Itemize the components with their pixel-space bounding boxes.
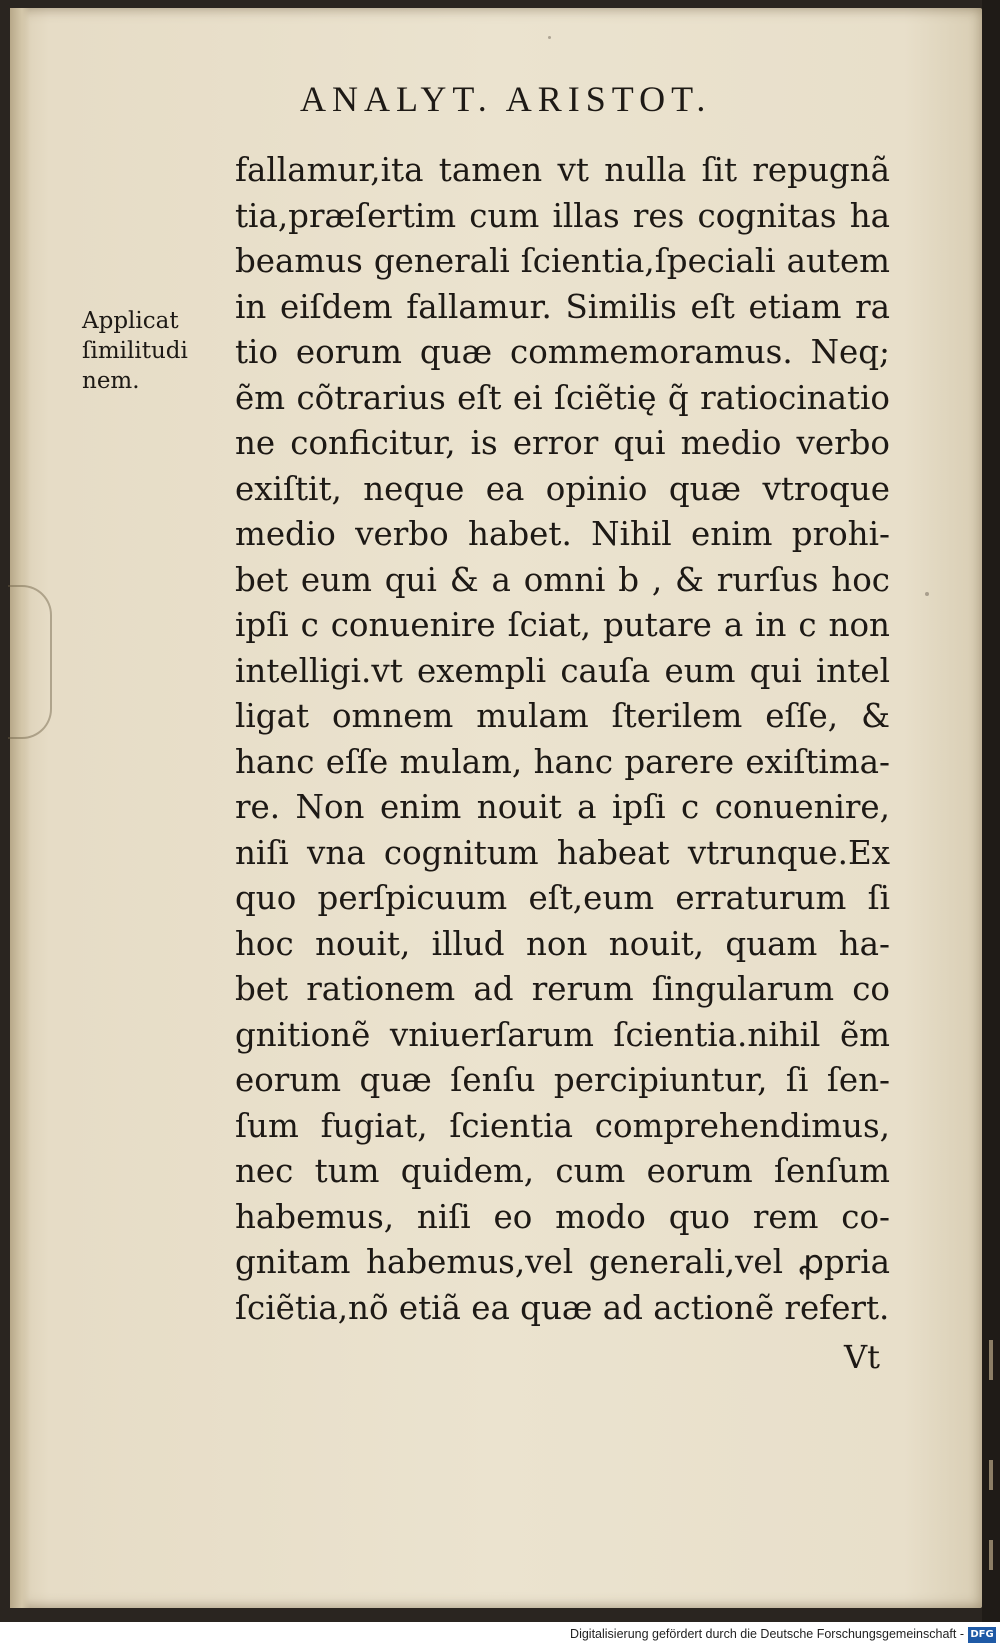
text-line: eorum quæ ſenſu percipiuntur, ſi ſen- bbox=[235, 1061, 890, 1099]
digitization-footer bbox=[0, 1622, 1000, 1650]
text-line: bet eum qui & a omni b , & rurſus hoc bbox=[235, 560, 890, 599]
adjacent-page-edge bbox=[982, 0, 1000, 1650]
paper-speck bbox=[925, 592, 929, 596]
text-line: ligat omnem mulam ſterilem eſſe, & bbox=[235, 697, 890, 735]
page-binding-edge bbox=[10, 8, 30, 1608]
text-line: quo perſpicuum eſt,eum erraturum ſi bbox=[235, 879, 890, 917]
footer-credit: Digitalisierung gefördert durch die Deutsche Forschungsgemeinschaft - bbox=[570, 1627, 964, 1641]
edge-mark bbox=[989, 1540, 993, 1570]
text-line: tia,præſertim cum illas res cognitas ha bbox=[235, 196, 890, 235]
body-text bbox=[235, 148, 890, 1331]
text-line: nec tum quidem, cum eorum ſenſum bbox=[235, 1152, 890, 1190]
paper-speck bbox=[548, 36, 551, 39]
text-line: in eiſdem fallamur. Similis eſt etiam ra bbox=[235, 287, 890, 326]
edge-mark bbox=[989, 1460, 993, 1490]
text-line: beamus generali ſcientia,ſpeciali autem bbox=[235, 242, 890, 280]
text-line: ne conficitur, is error qui medio verbo bbox=[235, 424, 890, 462]
running-head: ANALYT. ARISTOT. bbox=[300, 79, 712, 119]
dfg-logo-icon: DFG bbox=[968, 1627, 996, 1643]
text-line: habemus, niſi eo modo quo rem co- bbox=[235, 1197, 890, 1236]
text-line: hanc eſſe mulam, hanc parere exiſtima- bbox=[235, 742, 890, 781]
page-clip-mark bbox=[8, 585, 52, 739]
text-line: bet rationem ad rerum ſingularum co bbox=[235, 970, 890, 1008]
marginal-note-line: Applicat bbox=[82, 308, 179, 334]
text-line: re. Non enim nouit a ipſi c conuenire, bbox=[235, 788, 890, 826]
text-line: exiſtit, neque ea opinio quæ vtroque bbox=[235, 469, 890, 508]
text-line: tio eorum quæ commemoramus. Neq; bbox=[235, 333, 890, 371]
marginal-note-line: nem. bbox=[82, 368, 140, 394]
text-line: ſum fugiat, ſcientia comprehendimus, bbox=[235, 1106, 890, 1145]
text-line: gnitionẽ vniuerſarum ſcientia.nihil ẽm bbox=[235, 1015, 890, 1054]
text-line: ſciẽtia,nõ etiã ea quæ ad actionẽ refert. bbox=[235, 1288, 890, 1327]
text-line: gnitam habemus,vel generali,vel ꝓpria bbox=[235, 1243, 890, 1281]
text-line: ẽm cõtrarius eſt ei ſciẽtię q̃ ratiocinatio bbox=[235, 378, 890, 417]
marginal-note bbox=[82, 306, 227, 396]
text-line: ipſi c conuenire ſciat, putare a in c non bbox=[235, 606, 890, 644]
text-line: hoc nouit, illud non nouit, quam ha- bbox=[235, 924, 890, 963]
edge-mark bbox=[989, 1340, 993, 1380]
text-line: medio verbo habet. Nihil enim prohi- bbox=[235, 515, 890, 553]
catchword: Vt bbox=[844, 1338, 880, 1376]
marginal-note-line: ſimilitudi bbox=[82, 338, 188, 364]
text-line: fallamur,ita tamen vt nulla ſit repugnã bbox=[235, 151, 890, 189]
text-line: niſi vna cognitum habeat vtrunque.Ex bbox=[235, 833, 890, 872]
text-line: intelligi.vt exempli cauſa eum qui intel bbox=[235, 651, 890, 690]
